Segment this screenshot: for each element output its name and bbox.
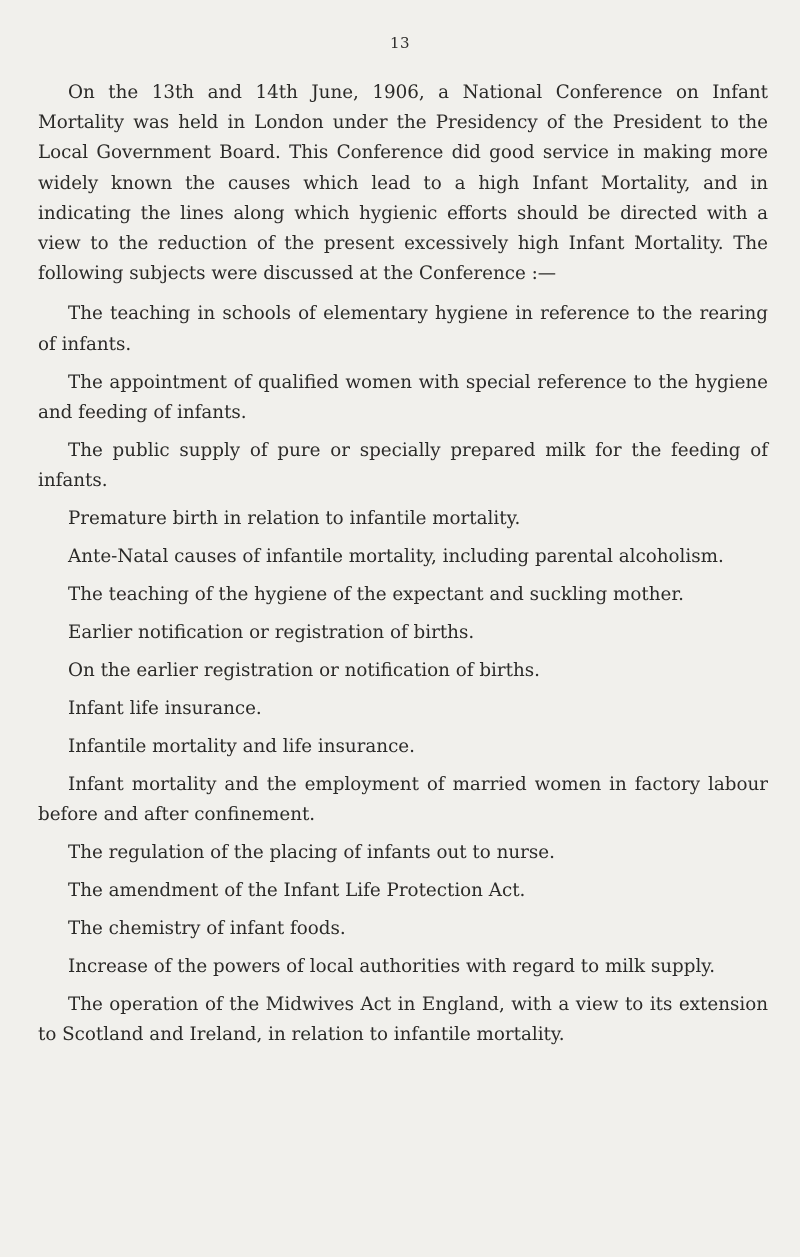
subject-item: Earlier notification or registration of births. (68, 622, 475, 644)
subject-item: The appointment of qualified women with special reference to the hygiene and feeding of infants. (38, 371, 768, 423)
subject-item: Increase of the powers of local authorities with regard to milk supply. (68, 956, 716, 978)
subject-item: Premature birth in relation to infantile mortality. (68, 508, 521, 530)
body-text (38, 78, 768, 1058)
subject-item: Ante-Natal causes of infantile mortality, including parental alcoholism. (68, 546, 724, 568)
page-number: 13 (389, 34, 411, 52)
subject-item: Infant life insurance. (68, 698, 262, 720)
subject-item: The teaching in schools of elementary hygiene in reference to the rearing of infants. (38, 303, 768, 355)
subject-item: The public supply of pure or specially prepared milk for the feeding of infants. (38, 439, 768, 492)
subject-item: The amendment of the Infant Life Protection Act. (68, 880, 526, 902)
subject-item: The teaching of the hygiene of the expectant and suckling mother. (68, 584, 684, 606)
subject-item: The regulation of the placing of infants out to nurse. (68, 842, 555, 864)
subject-item: On the earlier registration or notification of births. (68, 660, 540, 682)
subject-item: Infant mortality and the employment of married women in factory labour before and after confinement. (38, 774, 768, 826)
subject-item: The operation of the Midwives Act in England, with a view to its extension to Scotland and Ireland, in relation to infantile mortality. (38, 994, 768, 1046)
subject-item: The chemistry of infant foods. (68, 918, 346, 940)
intro-paragraph: On the 13th and 14th June, 1906, a National Conference on Infant Mortality was held in London under the Presidency of the President to the Local Government Board. This Conference did good service in making more widely known the causes which lead to a high Infant Mortality, and in indicating the lines along which hygienic efforts should be directed with a view to the reduction of the present excessively high Infant Mortality. The following subjects were discussed at the Conference :— (38, 82, 768, 285)
subjects-list (38, 299, 768, 1050)
subject-item: Infantile mortality and life insurance. (68, 736, 415, 758)
